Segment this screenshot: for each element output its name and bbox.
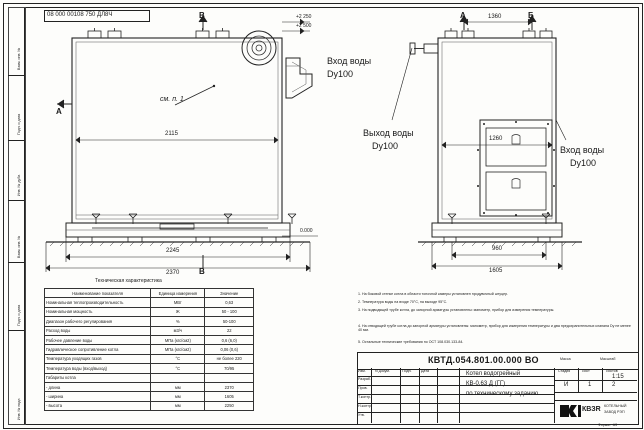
company-name: КВЗR [582, 406, 601, 413]
tech-cell: Температура воды (вход/выход) [45, 364, 151, 373]
tb-role-razrab: Разраб. [358, 377, 371, 381]
front-elev-2250: +2 250 [296, 14, 312, 20]
table-row [45, 298, 254, 307]
note-item-3: 3. На подводящей трубе котла, до запорной арматуры установлены: манометр, прибор для измерения температуры. [358, 308, 555, 312]
tech-cell: 0,6 (6,0) [205, 335, 254, 344]
tech-cell: м3/ч [151, 326, 205, 335]
front-elev-0: 0.000 [300, 228, 313, 234]
top-code-text: 08 000 00108 750 ДЛ8Ч [47, 12, 113, 18]
table-row [45, 373, 254, 382]
tech-cell [151, 373, 205, 382]
tech-header-2: Значение [205, 289, 254, 298]
section-mark-b-top: Б [528, 11, 534, 20]
table-row [45, 392, 254, 401]
tech-cell: Габариты котла [45, 373, 151, 382]
tech-cell: °С [151, 364, 205, 373]
front-inlet-label: Вход воды [327, 56, 372, 66]
margin-label-5: Инв. № подл. [17, 397, 21, 420]
tech-cell: МПа (кгс/см2) [151, 335, 205, 344]
drawing-number: КВТД.054.801.00.000 ВО [428, 355, 539, 365]
company-sub-2: ЗАВОД РЭП [604, 410, 625, 414]
tb-sheets-value: 2 [612, 382, 616, 388]
format-note: Формат А3 [598, 423, 618, 427]
table-row [45, 307, 254, 316]
tech-cell: Гидравлическое сопротивление котла [45, 345, 151, 354]
tech-cell: мм [151, 382, 205, 391]
tech-table-header-row [45, 289, 254, 298]
tech-cell: Расход воды [45, 326, 151, 335]
note-item-1: 1. На боковой стенке котла в области топочной камеры установлен продувочный штуцер. [358, 292, 509, 296]
margin-label-3: Взам. инв. № [17, 235, 21, 258]
front-callout-note: см. п. 1 [160, 96, 184, 103]
table-row [45, 382, 254, 391]
tb-col-izm: Изм. [358, 369, 366, 373]
front-dim-2370: 2370 [166, 270, 180, 276]
table-row [45, 364, 254, 373]
tb-sheet-value: 1 [588, 382, 592, 388]
side-outlet-dn: Dy100 [372, 141, 399, 151]
tech-cell: - ширина [45, 392, 151, 401]
tech-cell: 50 - 100 [205, 307, 254, 316]
tech-cell: 0,63 [205, 298, 254, 307]
section-mark-v-top: В [199, 11, 205, 20]
tb-role-nkontr: Н.контр. [358, 404, 372, 408]
tech-cell: Ж [151, 307, 205, 316]
section-mark-a-left: А [56, 107, 62, 116]
table-row [45, 401, 254, 410]
tech-cell: Номинальная мощность [45, 307, 151, 316]
tech-cell: Температура уходящих газов [45, 354, 151, 363]
margin-label-2: Инв. № дубл. [17, 173, 21, 196]
tb-scale-label: Масштаб [600, 357, 616, 361]
tech-cell: 2370 [205, 382, 254, 391]
side-dim-1360: 1360 [488, 14, 502, 20]
table-row [45, 345, 254, 354]
tech-cell: МПа (кгс/см2) [151, 345, 205, 354]
tech-cell: 70/95 [205, 364, 254, 373]
side-dim-1260: 1260 [489, 136, 503, 142]
note-item-4: 4. На отводящей трубе котла до запорной арматуры установлены: манометр, прибор для измерения температуры и два предохранительных клапана Dy не менее 40 мм. [358, 324, 631, 332]
tb-role-tkontr: Т.контр. [358, 395, 372, 399]
tb-h-rows-5 [357, 412, 554, 413]
tb-h-stage [554, 380, 637, 381]
tb-v-7 [554, 368, 555, 423]
margin-label-4: Подп. и дата [17, 304, 21, 326]
tech-table-title: Техническая характеристика [95, 278, 162, 284]
tech-cell: мм [151, 401, 205, 410]
tb-sheets-label: Листов [606, 369, 618, 373]
front-dim-2245: 2245 [166, 248, 180, 254]
front-dim-2115: 2115 [165, 131, 178, 137]
tb-object-line-3: по техническому заданию [466, 391, 539, 397]
side-dim-960: 960 [492, 246, 503, 252]
tech-cell: 50-100 [205, 317, 254, 326]
side-outlet-label: Выход воды [363, 128, 414, 138]
tech-cell: мм [151, 392, 205, 401]
tb-h-rows-4 [357, 403, 554, 404]
tb-object-line-1: Котел водогрейный [466, 371, 521, 377]
tech-cell: °С [151, 354, 205, 363]
tb-v-stage-2 [602, 368, 603, 392]
tech-cell: Диапазон рабочего регулирования [45, 317, 151, 326]
tech-cell: - высота [45, 401, 151, 410]
section-mark-v-bottom: В [199, 267, 205, 276]
tech-cell: Рабочее давление воды [45, 335, 151, 344]
tb-col-doc: N Докум. [375, 369, 390, 373]
tech-header-0: Наименование показателя [45, 289, 151, 298]
side-dim-1605: 1605 [489, 268, 503, 274]
tb-role-utv: Утв. [358, 413, 365, 417]
tb-col-data: Дата [421, 369, 429, 373]
tb-h-rows-1 [357, 376, 554, 377]
margin-label-0: Взам. инв. № [17, 47, 21, 70]
tb-sheet-label: Лист [582, 369, 590, 373]
side-inlet-dn: Dy100 [570, 158, 597, 168]
tb-mass-label: Масса [560, 357, 571, 361]
tech-cell: 2250 [205, 401, 254, 410]
tech-cell: 0,06 (0,6) [205, 345, 254, 354]
table-row [45, 335, 254, 344]
tech-cell: не более 220 [205, 354, 254, 363]
tb-h-rows-2 [357, 385, 554, 386]
tb-stage-label: Стадия [558, 369, 571, 373]
front-inlet-dn: Dy100 [327, 69, 354, 79]
side-inlet-label: Вход воды [560, 145, 605, 155]
tech-cell: - длина [45, 382, 151, 391]
tb-scale-value: 1:15 [612, 374, 624, 380]
tb-col-podp: Подп. [402, 369, 412, 373]
note-item-2: 2. Температура воды на входе 70°С, на выходе 95°С. [358, 300, 448, 304]
margin-label-1: Подп. и дата [17, 113, 21, 135]
tech-cell: МВт [151, 298, 205, 307]
tech-cell [205, 373, 254, 382]
tb-role-prov: Пров. [358, 386, 368, 390]
tech-cell: 22 [205, 326, 254, 335]
tb-v-stage-1 [578, 368, 579, 392]
table-row [45, 317, 254, 326]
table-row [45, 354, 254, 363]
note-item-5: 5. Остальные технические требования по ОСТ 108.030.133-84. [358, 340, 464, 344]
tech-cell: Номинальная теплопроизводительность [45, 298, 151, 307]
table-row [45, 326, 254, 335]
company-sub-1: КОТЕЛЬНЫЙ [604, 404, 627, 408]
tb-object-line-2: КВ-0,63 Д (ГГ) [466, 381, 506, 387]
tech-characteristics-table [44, 288, 254, 411]
tb-stage-value: И [564, 382, 569, 388]
tech-cell: 1605 [205, 392, 254, 401]
tb-h-logo [554, 400, 637, 401]
tech-header-1: Единица измерения [151, 289, 205, 298]
section-mark-a-top: А [460, 11, 466, 20]
front-elev-2500: +2 500 [296, 23, 312, 29]
tb-h-stage2 [554, 392, 637, 393]
tech-cell: % [151, 317, 205, 326]
